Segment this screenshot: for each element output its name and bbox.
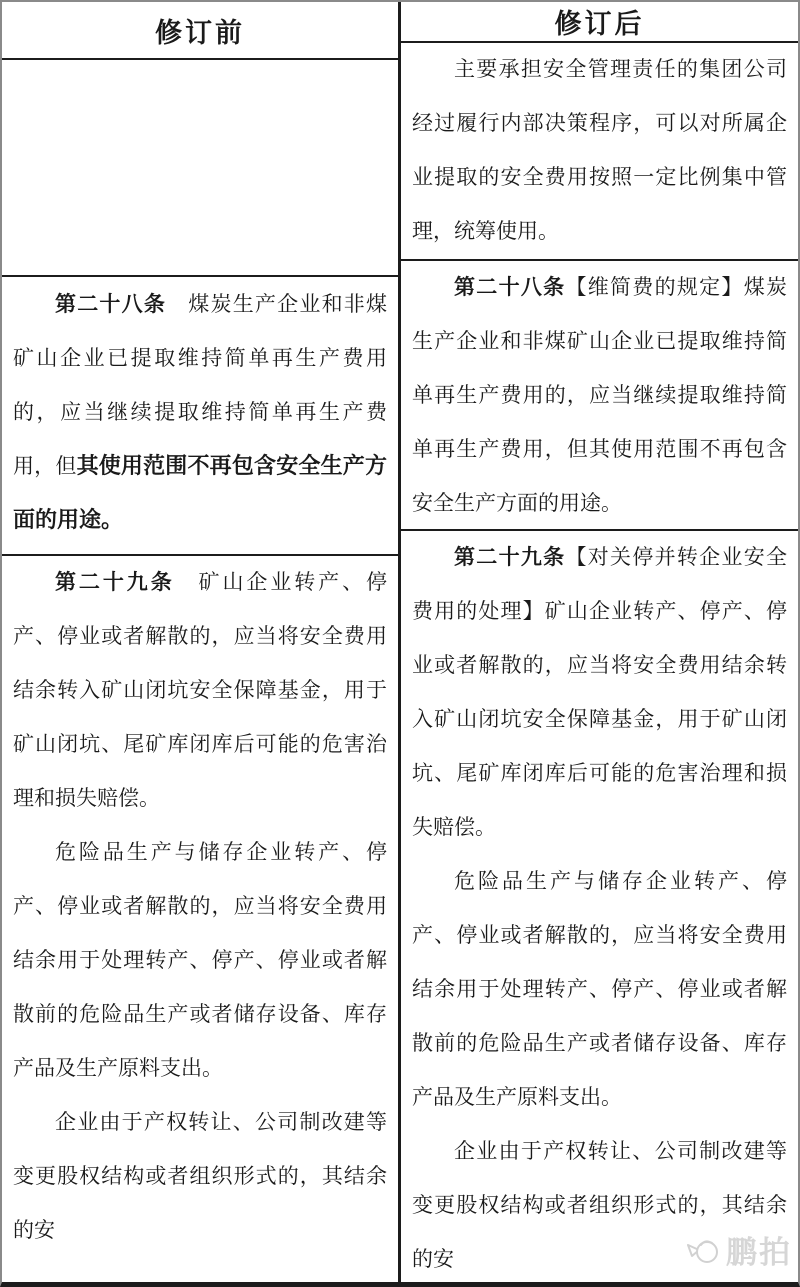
article-29-before-body: 矿山企业转产、停产、停业或者解散的，应当将安全费用结余转入矿山闭坑安全保障基金，用于矿山闭坑、尾矿库闭库后可能的危害治理和损失赔偿。 — [13, 571, 388, 810]
article-29-after-number: 第二十九条 — [454, 546, 566, 569]
article-28-after — [412, 261, 787, 531]
column-after-revision — [401, 2, 798, 1282]
article-29-after-paragraph-2: 危险品生产与储存企业转产、停产、停业或者解散的，应当将安全费用结余用于处理转产、停产、停业或者解散前的危险品生产或者储存设备、库存产品及生产原料支出。 — [412, 870, 787, 1109]
article-29-before-paragraph-3: 企业由于产权转让、公司制改建等变更股权结构或者组织形式的，其结余的安 — [13, 1111, 387, 1242]
cell-row3-left — [2, 554, 398, 1282]
article-28-after-body: 【维简费的规定】煤炭生产企业和非煤矿山企业已提取维持简单再生产费用的，应当继续提取维持简单再生产费用，但其使用范围不再包含安全生产方面的用途。 — [412, 276, 788, 515]
article-29-after-body: 【对关停并转企业安全费用的处理】矿山企业转产、停产、停业或者解散的，应当将安全费用结余转入矿山闭坑安全保障基金，用于矿山闭坑、尾矿库闭库后可能的危害治理和损失赔偿。 — [412, 546, 788, 839]
article-29-before-number: 第二十九条 — [55, 571, 175, 594]
article-29-before-paragraph-1 — [13, 556, 387, 826]
table-header-after: 修订后 — [554, 9, 645, 39]
cell-row2-left — [2, 275, 398, 554]
article-29-before-paragraph-2: 危险品生产与储存企业转产、停产、停业或者解散的，应当将安全费用结余用于处理转产、停产、停业或者解散前的危险品生产或者储存设备、库存产品及生产原料支出。 — [13, 841, 387, 1080]
cell-row2-right — [401, 259, 798, 529]
article-28-before-number: 第二十八条 — [55, 292, 167, 316]
article-28-before-emphasis: 其使用范围不再包含安全生产方面的用途。 — [13, 453, 387, 532]
article-28-before-body: 煤炭生产企业和非煤矿山企业已提取维持简单再生产费用的，应当继续提取维持简单再生产费用，但 — [13, 292, 388, 478]
article-29-after-paragraph-1 — [412, 531, 787, 855]
watermark-text: 鹏拍 — [726, 1235, 792, 1270]
article-28-after-number: 第二十八条 — [454, 276, 566, 299]
cell-row1-right — [401, 41, 798, 259]
article-28-before — [13, 277, 387, 547]
table-header-before: 修订前 — [155, 17, 245, 48]
column-before-revision — [2, 2, 401, 1282]
cell-row1-left-empty — [2, 58, 398, 275]
group-company-clause: 主要承担安全管理责任的集团公司经过履行内部决策程序，可以对所属企业提取的安全费用按照一定比例集中管理，统筹使用。 — [412, 58, 787, 243]
cell-row3-right — [401, 529, 798, 1287]
article-29-after-paragraph-3: 企业由于产权转让、公司制改建等变更股权结构或者组织形式的，其结余的安 — [412, 1140, 787, 1271]
